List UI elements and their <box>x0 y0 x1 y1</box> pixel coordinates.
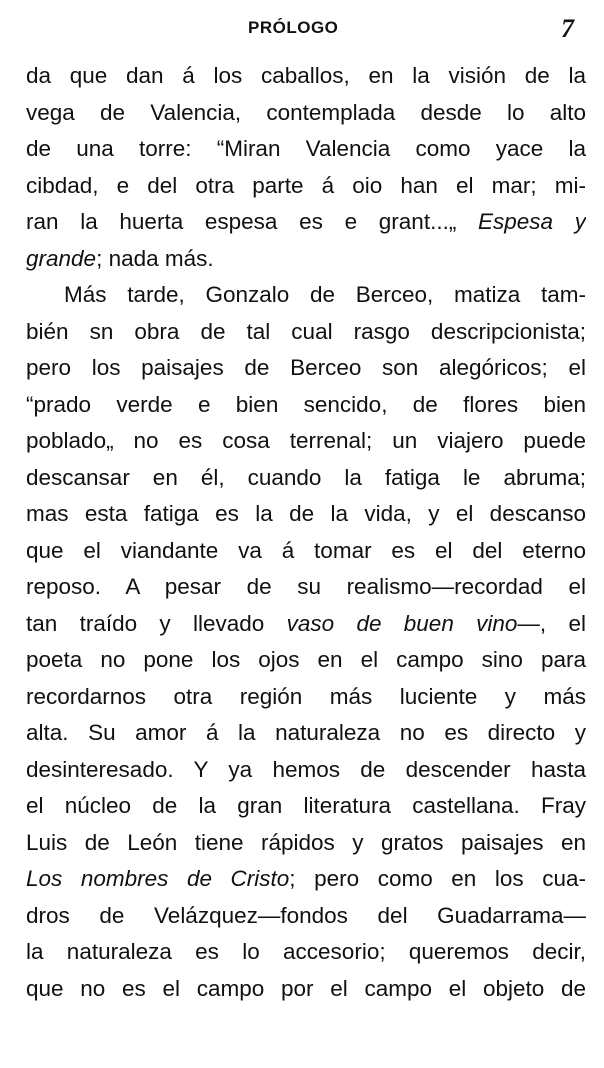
running-head <box>0 14 604 43</box>
italic-text-segment: grande <box>26 245 97 271</box>
text-line <box>26 861 586 898</box>
text-segment: ; pero como en los cua- <box>289 866 586 891</box>
italic-text-segment: vaso de buen vino <box>286 610 518 636</box>
text-line <box>26 387 586 424</box>
text-segment: desinteresado. Y ya hemos de descender hasta <box>26 756 586 782</box>
text-line <box>26 642 586 679</box>
text-segment: descansar en él, cuando la fatiga le abruma; <box>26 464 586 490</box>
text-segment: poblado„ no es cosa terrenal; un viajero puede <box>26 428 586 453</box>
text-line <box>26 715 586 752</box>
text-segment: —, el <box>517 610 586 636</box>
text-line <box>26 788 586 825</box>
text-line <box>26 314 586 351</box>
text-line <box>26 168 586 205</box>
text-segment: que el viandante va á tomar es el del eterno <box>26 537 586 563</box>
running-title: PRÓLOGO <box>248 18 339 37</box>
text-segment: mas esta fatiga es la de la vida, y el descanso <box>26 501 586 526</box>
text-line <box>26 460 586 497</box>
italic-text-segment: Los nombres de Cristo <box>26 866 290 891</box>
text-segment: ; nada más. <box>96 245 214 271</box>
text-segment: reposo. A pesar de su realismo—recordad el <box>26 574 586 599</box>
text-line <box>26 95 586 132</box>
text-line <box>26 569 586 606</box>
text-segment: pero los paisajes de Berceo son alegóricos; el <box>26 355 586 380</box>
text-line <box>26 752 586 789</box>
text-segment: recordarnos otra región más luciente y más <box>26 683 586 709</box>
body-text <box>26 58 586 1007</box>
text-segment: Luis de León tiene rápidos y gratos paisajes en <box>26 829 586 855</box>
text-line <box>26 496 586 533</box>
text-line <box>26 204 586 241</box>
text-segment: que no es el campo por el campo el objeto de <box>26 975 586 1001</box>
text-segment: tan traído y llevado <box>26 610 287 636</box>
page-number: 7 <box>561 14 574 43</box>
text-segment: bién sn obra de tal cual rasgo descripcionista; <box>26 318 586 344</box>
text-segment: de una torre: “Miran Valencia como yace la <box>26 136 586 161</box>
text-line <box>26 971 586 1008</box>
text-line <box>26 131 586 168</box>
text-line <box>26 241 586 278</box>
text-segment: cibdad, e del otra parte á oio han el mar; mi- <box>26 172 586 198</box>
text-line <box>26 350 586 387</box>
text-line <box>26 679 586 716</box>
italic-text-segment: Espesa y <box>478 209 586 234</box>
paragraph-first-line <box>26 277 586 314</box>
text-line <box>26 898 586 935</box>
text-line <box>26 606 586 643</box>
text-line <box>26 825 586 862</box>
text-segment: “prado verde e bien sencido, de flores bien <box>26 391 586 417</box>
text-segment: el núcleo de la gran literatura castellana. Fray <box>26 793 586 818</box>
text-segment: poeta no pone los ojos en el campo sino para <box>26 647 586 672</box>
text-segment: alta. Su amor á la naturaleza no es directo y <box>26 720 586 745</box>
text-segment: Más tarde, Gonzalo de Berceo, matiza tam- <box>64 282 586 307</box>
text-segment: vega de Valencia, contemplada desde lo alto <box>26 99 586 125</box>
text-segment: la naturaleza es lo accesorio; queremos decir, <box>26 939 586 964</box>
text-segment: ran la huerta espesa es e grant...„ <box>26 209 478 234</box>
text-line <box>26 423 586 460</box>
text-line <box>26 934 586 971</box>
text-line <box>26 533 586 570</box>
text-line <box>26 58 586 95</box>
text-segment: da que dan á los caballos, en la visión de la <box>26 63 586 88</box>
text-segment: dros de Velázquez—fondos del Guadarrama— <box>26 902 586 928</box>
